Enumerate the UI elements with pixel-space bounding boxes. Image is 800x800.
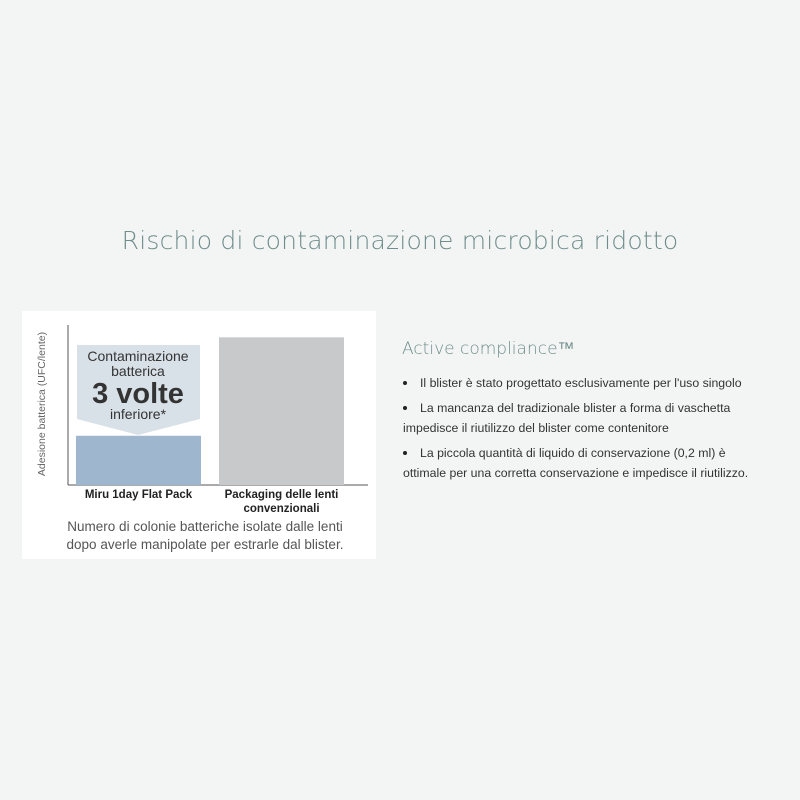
category-label-2: Packaging delle lenti convenzionali (224, 489, 339, 515)
list-item-text: Il blister è stato progettato esclusivamente per l'uso singolo (420, 376, 742, 390)
list-item (403, 398, 768, 438)
bacterial-adhesion-chart (22, 311, 376, 559)
caption-line-1: Numero di colonie batteriche isolate dalle lenti (67, 519, 343, 534)
page-title: Rischio di contaminazione microbica ridotto (121, 226, 679, 255)
bullet-dot-icon (403, 381, 407, 385)
feature-list (403, 373, 768, 488)
list-item-text: La mancanza del tradizionale blister a forma di vaschetta impedisce il riutilizzo del blister come contenitore (403, 401, 731, 435)
list-item (403, 373, 768, 393)
callout-line-1: Contaminazione (87, 348, 189, 364)
chart-caption (50, 518, 360, 554)
callout-line-2: batterica (111, 363, 165, 379)
category-label-1: Miru 1day Flat Pack (84, 489, 193, 501)
bar-1 (76, 436, 201, 485)
bullet-dot-icon (403, 406, 407, 410)
bullet-dot-icon (403, 451, 407, 455)
list-item (403, 443, 768, 483)
side-title: Active compliance™ (402, 339, 575, 359)
list-item-text: La piccola quantità di liquido di conservazione (0,2 ml) è ottimale per una corretta conservazione e impedisce il riutilizzo. (403, 446, 749, 480)
y-axis-label: Adesione batterica (UFC/lente) (36, 331, 48, 477)
callout-line-3: inferiore* (109, 406, 167, 422)
callout-emphasis: 3 volte (92, 378, 184, 410)
caption-line-2: dopo averle manipolate per estrarle dal blister. (66, 537, 344, 552)
bar-2 (219, 337, 344, 485)
